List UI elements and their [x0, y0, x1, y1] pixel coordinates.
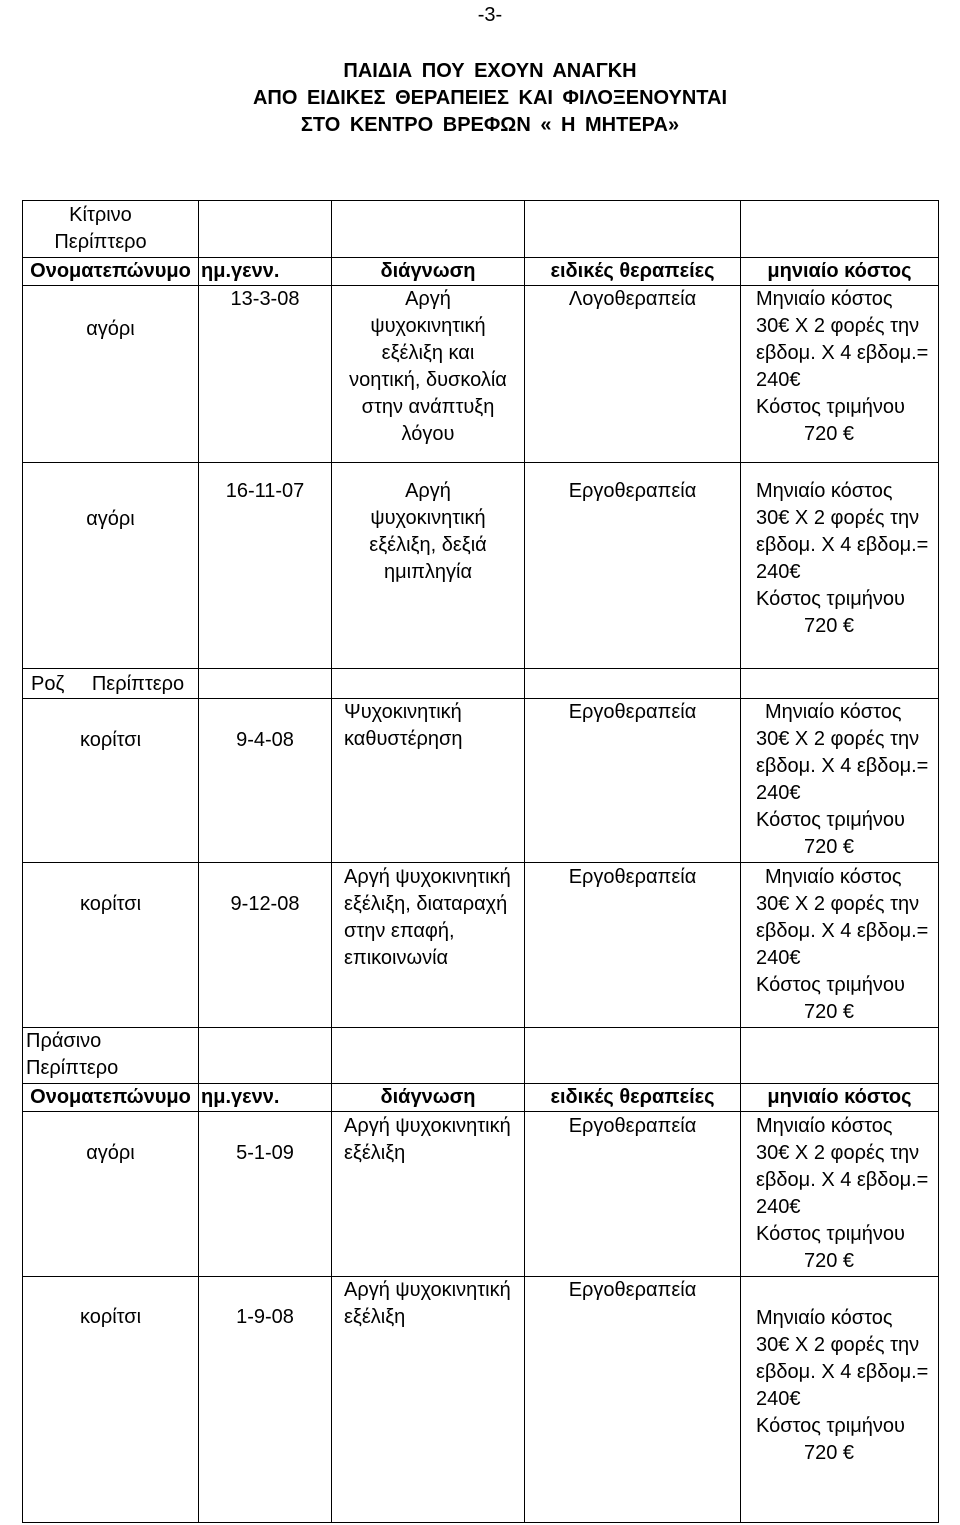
- cost-line: 240€: [756, 782, 801, 804]
- cost-line: 30€ Χ 2 φορές την: [756, 728, 920, 750]
- cost-line: 720 €: [804, 1442, 855, 1464]
- cell-cost: [741, 286, 939, 463]
- cost-line: Μηνιαίο κόστος: [756, 288, 893, 310]
- cost-line: 30€ Χ 2 φορές την: [756, 1334, 920, 1356]
- header-birth-date: ημ.γενν.: [199, 258, 332, 286]
- group-label-line: Περίπτερο: [54, 231, 147, 253]
- title-line: ΑΠΟ ΕΙΔΙΚΕΣ ΘΕΡΑΠΕΙΕΣ ΚΑΙ ΦΙΛΟΞΕΝΟΥΝΤΑΙ: [252, 87, 728, 109]
- cell-birth-date: 9-4-08: [199, 699, 332, 863]
- cost-line: 240€: [756, 947, 801, 969]
- cell-cost: [741, 1277, 939, 1523]
- diagnosis-line: στην επαφή,: [344, 920, 455, 942]
- empty-cell: [199, 201, 332, 258]
- cost-line: εβδομ. Χ 4 εβδομ.=: [756, 920, 929, 942]
- table-row: [23, 1112, 939, 1277]
- cell-therapy: Λογοθεραπεία: [525, 286, 741, 463]
- diagnosis-line: ψυχοκινητική: [370, 507, 486, 529]
- cell-cost: [741, 863, 939, 1028]
- title-line: ΣΤΟ ΚΕΝΤΡΟ ΒΡΕΦΩΝ « Η ΜΗΤΕΡΑ»: [300, 114, 680, 136]
- cost-line: Κόστος τριμήνου: [756, 588, 905, 610]
- diagnosis-line: νοητική, δυσκολία: [349, 369, 507, 391]
- cost-line: εβδομ. Χ 4 εβδομ.=: [756, 1361, 929, 1383]
- group-label-row: [23, 201, 939, 258]
- diagnosis-line: Αργή: [405, 288, 451, 310]
- cell-diagnosis: [332, 463, 525, 669]
- cell-child: κορίτσι: [23, 1277, 199, 1523]
- document-title: [20, 58, 960, 139]
- cell-cost: [741, 1112, 939, 1277]
- cost-line: 720 €: [804, 1001, 855, 1023]
- table-row: [23, 286, 939, 463]
- diagnosis-line: Αργή: [405, 480, 451, 502]
- cell-child: κορίτσι: [23, 863, 199, 1028]
- table-row: [23, 863, 939, 1028]
- cell-diagnosis: [332, 699, 525, 863]
- cell-diagnosis: [332, 1277, 525, 1523]
- cell-child: αγόρι: [23, 463, 199, 669]
- empty-cell: [741, 669, 939, 699]
- group-label: [23, 201, 199, 258]
- header-monthly-cost: μηνιαίο κόστος: [741, 1084, 939, 1112]
- cell-child: αγόρι: [23, 1112, 199, 1277]
- diagnosis-line: Αργή ψυχοκινητική: [344, 1279, 511, 1301]
- diagnosis-line: ημιπληγία: [383, 561, 473, 583]
- empty-cell: [525, 201, 741, 258]
- cell-birth-date: 9-12-08: [199, 863, 332, 1028]
- cost-line: Μηνιαίο κόστος: [756, 480, 893, 502]
- cell-diagnosis: [332, 863, 525, 1028]
- diagnosis-line: επικοινωνία: [344, 947, 449, 969]
- diagnosis-line: Ψυχοκινητική: [344, 701, 462, 723]
- diagnosis-line: εξέλιξη, δεξιά: [369, 534, 487, 556]
- cell-diagnosis: [332, 1112, 525, 1277]
- empty-cell: [199, 669, 332, 699]
- cell-child: κορίτσι: [23, 699, 199, 863]
- therapy-table: [22, 200, 939, 1523]
- empty-cell: [741, 201, 939, 258]
- table-row: [23, 1277, 939, 1523]
- cost-line: εβδομ. Χ 4 εβδομ.=: [756, 342, 929, 364]
- cost-line: 30€ Χ 2 φορές την: [756, 507, 920, 529]
- cost-line: 240€: [756, 1388, 801, 1410]
- cost-line: 240€: [756, 369, 801, 391]
- empty-cell: [332, 201, 525, 258]
- cell-therapy: Εργοθεραπεία: [525, 1277, 741, 1523]
- cell-therapy: Εργοθεραπεία: [525, 699, 741, 863]
- cell-cost: [741, 463, 939, 669]
- cost-line: εβδομ. Χ 4 εβδομ.=: [756, 755, 929, 777]
- diagnosis-line: λόγου: [401, 423, 455, 445]
- diagnosis-line: εξέλιξη: [344, 1142, 406, 1164]
- diagnosis-line: στην ανάπτυξη: [361, 396, 495, 418]
- cell-therapy: Εργοθεραπεία: [525, 1112, 741, 1277]
- table-row: [23, 699, 939, 863]
- cost-line: Κόστος τριμήνου: [756, 1415, 905, 1437]
- cost-line: 30€ Χ 2 φορές την: [756, 1142, 920, 1164]
- cost-line: Μηνιαίο κόστος: [765, 701, 902, 723]
- page-number: -3-: [477, 4, 503, 26]
- diagnosis-line: εξέλιξη και: [381, 342, 475, 364]
- cost-line: Μηνιαίο κόστος: [756, 1115, 893, 1137]
- cell-birth-date: 16-11-07: [199, 463, 332, 669]
- cost-line: 720 €: [804, 1250, 855, 1272]
- empty-cell: [332, 1028, 525, 1084]
- group-label: [23, 1028, 199, 1084]
- cost-line: 30€ Χ 2 φορές την: [756, 893, 920, 915]
- cost-line: Μηνιαίο κόστος: [756, 1307, 893, 1329]
- header-row: [23, 258, 939, 286]
- diagnosis-line: ψυχοκινητική: [370, 315, 486, 337]
- cell-child: αγόρι: [23, 286, 199, 463]
- cost-line: 720 €: [804, 423, 855, 445]
- cost-line: Κόστος τριμήνου: [756, 1223, 905, 1245]
- title-line: ΠΑΙΔΙΑ ΠΟΥ ΕΧΟΥΝ ΑΝΑΓΚΗ: [343, 60, 637, 82]
- empty-cell: [741, 1028, 939, 1084]
- cost-line: 240€: [756, 561, 801, 583]
- cost-line: 240€: [756, 1196, 801, 1218]
- group-label-line: Πράσινο: [26, 1030, 102, 1052]
- header-monthly-cost: μηνιαίο κόστος: [741, 258, 939, 286]
- cost-line: εβδομ. Χ 4 εβδομ.=: [756, 1169, 929, 1191]
- table-row: [23, 463, 939, 669]
- cost-line: Κόστος τριμήνου: [756, 396, 905, 418]
- group-label-line: Κίτρινο: [69, 204, 132, 226]
- group-label: Ροζ Περίπτερο: [23, 669, 199, 699]
- cell-birth-date: 5-1-09: [199, 1112, 332, 1277]
- cost-line: Μηνιαίο κόστος: [765, 866, 902, 888]
- cost-line: Κόστος τριμήνου: [756, 809, 905, 831]
- empty-cell: [332, 669, 525, 699]
- header-therapies: ειδικές θεραπείες: [525, 1084, 741, 1112]
- group-label-row: [23, 669, 939, 699]
- header-name: Ονοματεπώνυμο: [23, 1084, 199, 1112]
- header-therapies: ειδικές θεραπείες: [525, 258, 741, 286]
- cell-birth-date: 1-9-08: [199, 1277, 332, 1523]
- cost-line: εβδομ. Χ 4 εβδομ.=: [756, 534, 929, 556]
- cost-line: 720 €: [804, 836, 855, 858]
- diagnosis-line: εξέλιξη: [344, 1306, 406, 1328]
- header-diagnosis: διάγνωση: [332, 258, 525, 286]
- cell-therapy: Εργοθεραπεία: [525, 863, 741, 1028]
- cell-diagnosis: [332, 286, 525, 463]
- diagnosis-line: εξέλιξη, διαταραχή: [344, 893, 508, 915]
- cost-line: 720 €: [804, 615, 855, 637]
- header-name: Ονοματεπώνυμο: [23, 258, 199, 286]
- cell-birth-date: 13-3-08: [199, 286, 332, 463]
- empty-cell: [525, 669, 741, 699]
- empty-cell: [525, 1028, 741, 1084]
- group-label-line: Περίπτερο: [26, 1057, 119, 1079]
- header-birth-date: ημ.γενν.: [199, 1084, 332, 1112]
- diagnosis-line: καθυστέρηση: [344, 728, 463, 750]
- cell-therapy: Εργοθεραπεία: [525, 463, 741, 669]
- cost-line: 30€ Χ 2 φορές την: [756, 315, 920, 337]
- cost-line: Κόστος τριμήνου: [756, 974, 905, 996]
- diagnosis-line: Αργή ψυχοκινητική: [344, 1115, 511, 1137]
- header-diagnosis: διάγνωση: [332, 1084, 525, 1112]
- empty-cell: [199, 1028, 332, 1084]
- diagnosis-line: Αργή ψυχοκινητική: [344, 866, 511, 888]
- group-label-row: [23, 1028, 939, 1084]
- header-row: [23, 1084, 939, 1112]
- cell-cost: [741, 699, 939, 863]
